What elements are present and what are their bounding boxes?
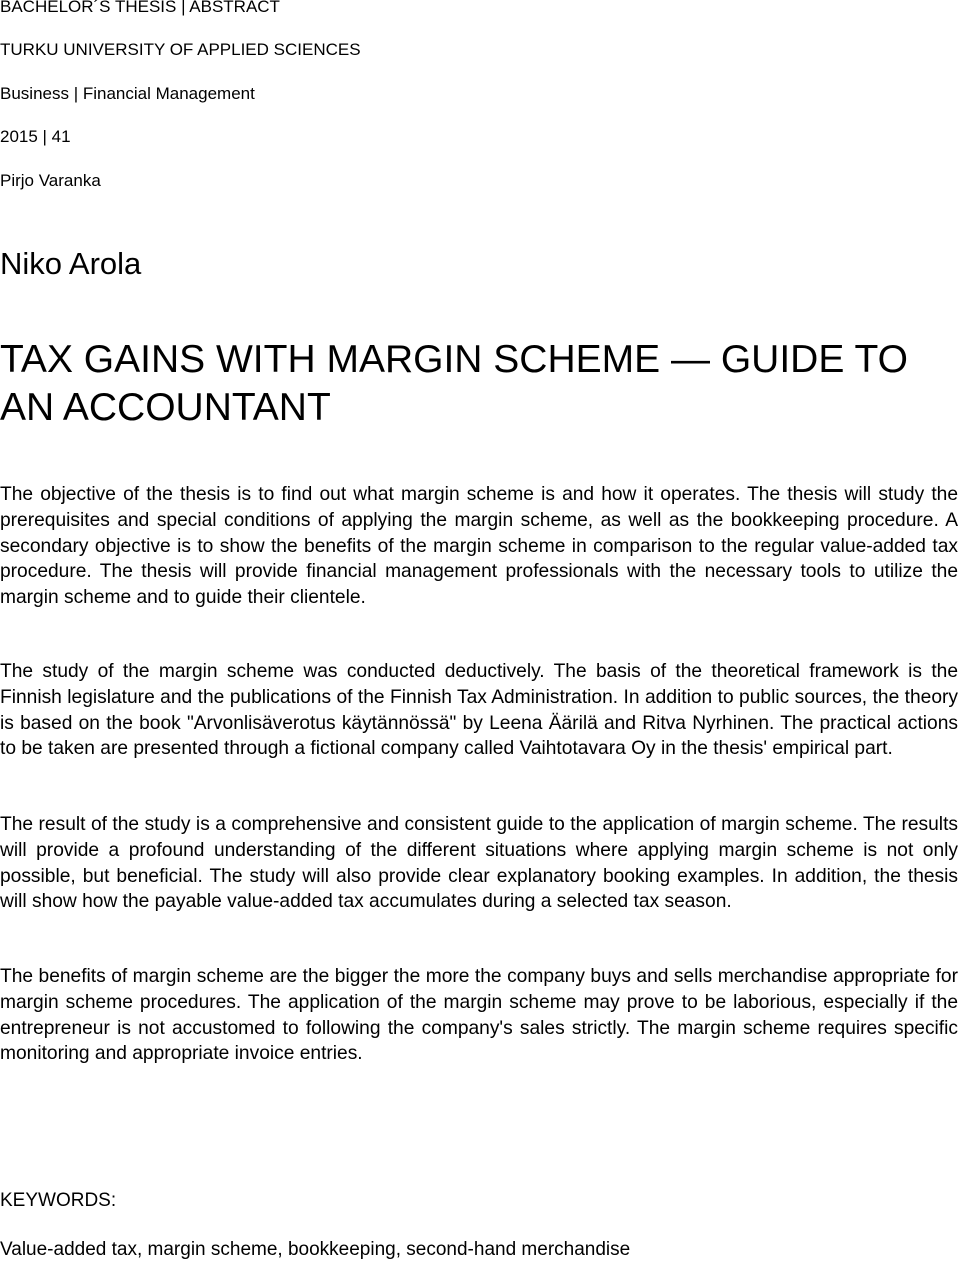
abstract-paragraph: The result of the study is a comprehensive and consistent guide to the application of margin scheme. The results will provide a profound understanding of the different situations where applying margin scheme is not only possible, but beneficial. The study will also provide clear explanatory booking examples. In addition, the thesis will show how the payable value-added tax accumulates during a selected tax season. [0, 814, 958, 913]
thesis-title: TAX GAINS WITH MARGIN SCHEME — GUIDE TO AN ACCOUNTANT [0, 338, 908, 429]
abstract-paragraph: The objective of the thesis is to find out what margin scheme is and how it operates. The thesis will study the prerequisites and special conditions of applying the margin scheme, as well as the bookkeeping procedure. A secondary objective is to show the benefits of the margin scheme in comparison to the regular value-added tax procedure. The thesis will provide financial management professionals with the necessary tools to utilize the margin scheme and to guide their clientele. [0, 484, 958, 609]
abstract-paragraph: The study of the margin scheme was conducted deductively. The basis of the theoretical framework is the Finnish legislature and the publications of the Finnish Tax Administration. In addition to public sources, the theory is based on the book "Arvonlisäverotus käytännössä" by Leena Äärilä and Ritva Nyrhinen. The practical actions to be taken are presented through a fictional company called Vaihtotavara Oy in the thesis' empirical part. [0, 661, 958, 760]
university-line: TURKU UNIVERSITY OF APPLIED SCIENCES [0, 40, 361, 59]
program-line: Business | Financial Management [0, 84, 255, 103]
keywords-list: Value-added tax, margin scheme, bookkeeping, second-hand merchandise [0, 1239, 631, 1260]
thesis-type-line: BACHELOR´S THESIS | ABSTRACT [0, 0, 280, 16]
abstract-paragraph: The benefits of margin scheme are the bigger the more the company buys and sells merchandise appropriate for margin scheme procedures. The application of the margin scheme may prove to be laborious, especially if the entrepreneur is not accustomed to following the company's sales strictly. The margin scheme requires specific monitoring and appropriate invoice entries. [0, 966, 958, 1065]
keywords-label: KEYWORDS: [0, 1190, 117, 1211]
supervisor-line: Pirjo Varanka [0, 171, 101, 190]
author-name: Niko Arola [0, 246, 142, 281]
year-pages-line: 2015 | 41 [0, 127, 71, 146]
